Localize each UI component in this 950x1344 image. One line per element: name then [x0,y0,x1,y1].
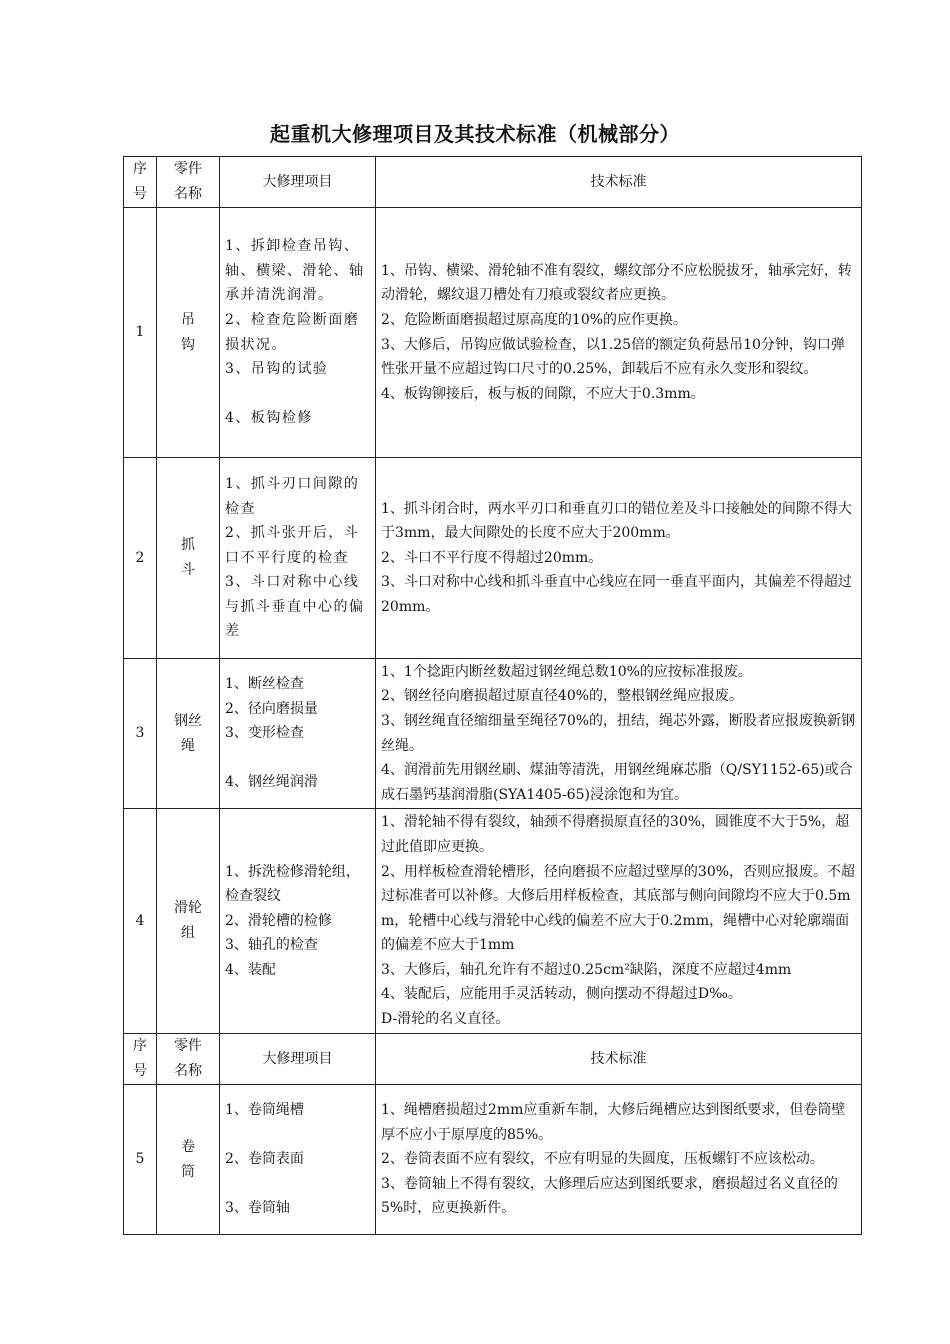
header-repair-items: 大修理项目 [220,157,376,208]
table-row [124,1085,862,1235]
header-seq: 序 号 [124,157,157,208]
header-technical-standard: 技术标准 [376,1034,862,1085]
row-part-name: 卷 筒 [157,1085,220,1235]
row-repair-items: 1、断丝检查 2、径向磨损量 3、变形检查 4、钢丝绳润滑 [220,659,376,809]
header-seq: 序 号 [124,1034,157,1085]
row-part-name: 滑轮 组 [157,809,220,1034]
table-row [124,659,862,809]
row-repair-items: 1、卷筒绳槽 2、卷筒表面 3、卷筒轴 [220,1085,376,1235]
row-part-name: 抓 斗 [157,458,220,659]
table-header-row [124,157,862,208]
row-seq: 2 [124,458,157,659]
row-repair-items: 1、抓斗刃口间隙的检查 2、抓斗张开后，斗口不平行度的检查 3、斗口对称中心线与抓斗垂直中心的偏差 [220,458,376,659]
row-repair-items: 1、拆卸检查吊钩、轴、横梁、滑轮、轴承并清洗润滑。 2、检查危险断面磨损状况。 3、吊钩的试验 4、板钩检修 [220,208,376,458]
row-part-name: 钢丝 绳 [157,659,220,809]
page-title: 起重机大修理项目及其技术标准（机械部分） [270,122,680,146]
row-technical-standard: 1、吊钩、横梁、滑轮轴不准有裂纹，螺纹部分不应松脱拔牙，轴承完好，转动滑轮，螺纹退刀槽处有刀痕或裂纹者应更换。 2、危险断面磨损超过原高度的10%的应作更换。 3、大修后，吊钩应做试验检查，以1.25倍的额定负荷悬吊10分钟，钩口弹性张开量不应超过钩口尺寸的0.25%，卸载后不应有永久变形和裂纹。 4、板钩铆接后，板与板的间隙，不应大于0.3mm。 [376,208,862,458]
row-seq: 3 [124,659,157,809]
row-technical-standard: 1、抓斗闭合时，两水平刃口和垂直刃口的错位差及斗口接触处的间隙不得大于3mm，最大间隙处的长度不应大于200mm。 2、斗口不平行度不得超过20mm。 3、斗口对称中心线和抓斗垂直中心线应在同一垂直平面内，其偏差不得超过20mm。 [376,458,862,659]
header-repair-items: 大修理项目 [220,1034,376,1085]
row-technical-standard: 1、1个捻距内断丝数超过钢丝绳总数10%的应按标准报废。 2、钢丝径向磨损超过原直径40%的，整根钢丝绳应报废。 3、钢丝绳直径缩细量至绳径70%的，扭结，绳芯外露，断股者应报废换新钢丝绳。 4、润滑前先用钢丝刷、煤油等清洗，用钢丝绳麻芯脂（Q/SY1152-65)或合成石墨钙基润滑脂(SYA1405-65)浸涂饱和为宜。 [376,659,862,809]
row-repair-items: 1、拆洗检修滑轮组，检查裂纹 2、滑轮槽的检修 3、轴孔的检查 4、装配 [220,809,376,1034]
header-part-name: 零件 名称 [157,1034,220,1085]
table-row [124,208,862,458]
header-part-name: 零件 名称 [157,157,220,208]
table-header-row-repeat [124,1034,862,1085]
row-seq: 4 [124,809,157,1034]
header-technical-standard: 技术标准 [376,157,862,208]
row-technical-standard: 1、滑轮轴不得有裂纹，轴颈不得磨损原直径的30%，圆锥度不大于5%，超过此值即应更换。 2、用样板检查滑轮槽形，径向磨损不应超过壁厚的30%，否则应报废。不超过标准者可以补修。大修后用样板检查，其底部与侧向间隙均不应大于0.5mm，轮槽中心线与滑轮中心线的偏差不应大于0.2mm，绳槽中心对轮廓端面的偏差不应大于1mm 3、大修后，轴孔允许有不超过0.25cm²缺陷，深度不应超过4mm 4、装配后，应能用手灵活转动，侧向摆动不得超过D‰。 D-滑轮的名义直径。 [376,809,862,1034]
table-row [124,809,862,1034]
row-seq: 5 [124,1085,157,1235]
repair-standards-table [123,156,862,1235]
row-part-name: 吊 钩 [157,208,220,458]
row-technical-standard: 1、绳槽磨损超过2mm应重新车制，大修后绳槽应达到图纸要求，但卷筒壁厚不应小于原厚度的85%。 2、卷筒表面不应有裂纹，不应有明显的失圆度，压板螺钉不应该松动。 3、卷筒轴上不得有裂纹，大修理后应达到图纸要求，磨损超过名义直径的5%时，应更换新件。 [376,1085,862,1235]
table-row [124,458,862,659]
row-seq: 1 [124,208,157,458]
